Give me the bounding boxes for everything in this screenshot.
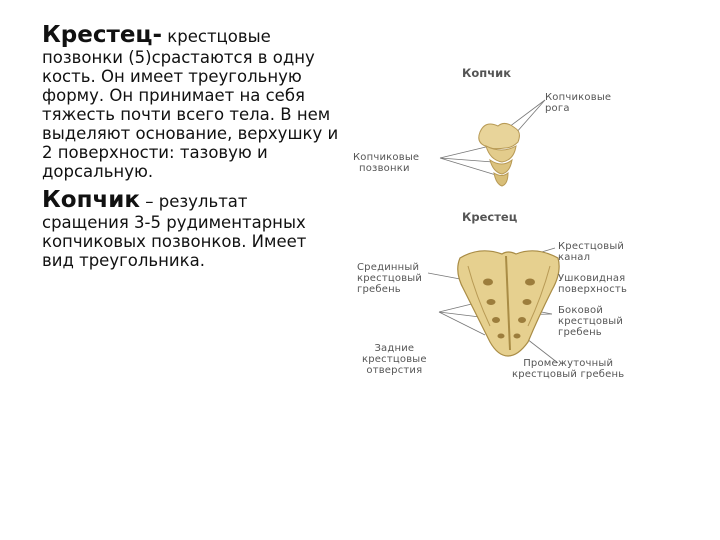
sacral-canal-label: Крестцовый канал — [558, 241, 625, 263]
sacrum-title: Крестец — [462, 210, 518, 224]
coccyx-title: Копчик — [462, 66, 512, 80]
coccyx-horns-label: Копчиковые рога — [545, 92, 612, 114]
sacrum-bone — [458, 251, 559, 356]
auricular-surface-label: Ушковидная поверхность — [558, 273, 628, 295]
text-column — [42, 22, 342, 270]
lateral-sacral-crest-label: Боковой крестцовый гребень — [558, 305, 624, 338]
coccyx-paragraph — [42, 187, 342, 270]
anatomy-figure — [340, 50, 720, 410]
intermediate-sacral-crest-label: Промежуточный крестцовый гребень — [512, 358, 625, 380]
posterior-sacral-foramina-label: Задние крестцовые отверстия — [362, 343, 427, 376]
coccyx-term: Копчик — [42, 187, 141, 213]
sacrum-paragraph — [42, 22, 342, 181]
coccyx-vertebrae-label: Копчиковые позвонки — [353, 152, 420, 174]
sacrum-term: Крестец- — [42, 22, 163, 48]
median-sacral-crest-label: Срединный крестцовый гребень — [357, 262, 423, 295]
coccyx-lead: – результат — [140, 192, 248, 211]
coccyx-body: сращения 3-5 рудиментарных копчиковых позвонков. Имеет вид треугольника. — [42, 213, 307, 270]
sacrum-body: позвонки (5)срастаются в одну кость. Он имеет треугольную форму. Он принимает на себя тяжесть почти всего тела. В нем выделяют основание, верхушку и 2 поверхности: тазовую и дорсальную. — [42, 48, 339, 181]
coccyx-bone — [479, 123, 520, 186]
sacrum-lead: крестцовые — [162, 27, 271, 46]
